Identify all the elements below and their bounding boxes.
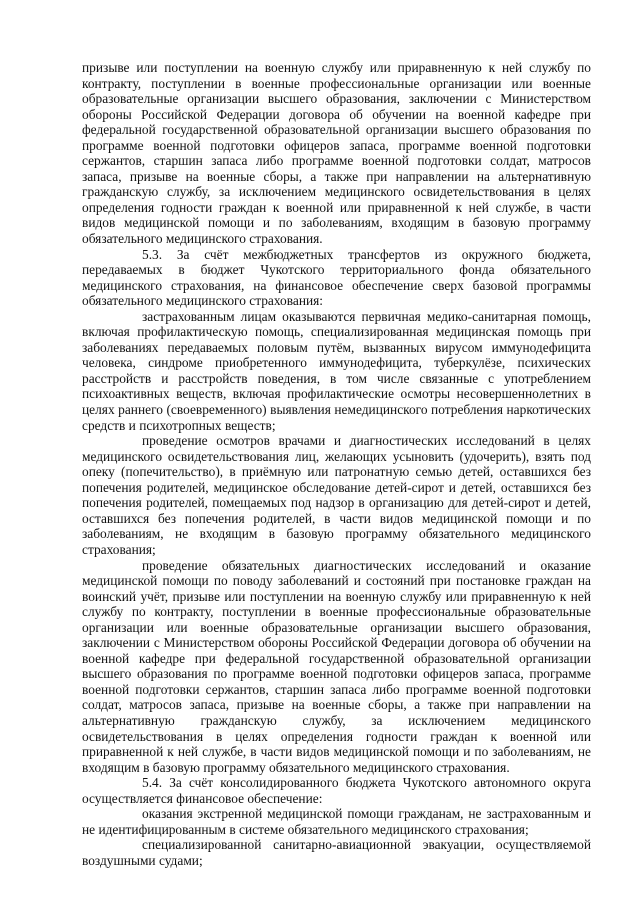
paragraph-air-evacuation: специализированной санитарно-авиационной эвакуации, осуществляемой воздушными судами; <box>82 837 591 868</box>
paragraph-military-diagnostics: проведение обязательных диагностических исследований и оказание медицинской помощи по поводу заболеваний и состояний при постановке граждан на воинский учёт, призыве или поступлении на военную службу или приравненную к ней службу по контракту, поступлении в военные профессиональные образовательные организации или военные образовательные организации высшего образования, заключении с Министерством обороны Российской Федерации договора об обучении на военной кафедре при федеральной государственной образовательной организации высшего образования по программе военной подготовки офицеров запаса, программе военной подготовки сержантов, старшин запаса либо программе военной подготовки солдат, матросов запаса, призыве на военные сборы, а также при направлении на альтернативную гражданскую службу, за исключением медицинского освидетельствования в целях определения годности граждан к военной или приравненной к ней службе, в части видов медицинской помощи и по заболеваниям, не входящим в базовую программу обязательного медицинского страхования. <box>82 557 591 775</box>
paragraph-continuation: призыве или поступлении на военную службу или приравненную к ней службу по контракту, поступлении в военные профессиональные организации или военные образовательные организации высшего образования, заключении с Министерством обороны Российской Федерации договора об обучении на военной кафедре при федеральной государственной образовательной организации высшего образования по программе военной подготовки офицеров запаса, программе военной подготовки сержантов, старшин запаса либо программе военной подготовки солдат, матросов запаса, призыве на военные сборы, а также при направлении на альтернативную гражданскую службу, за исключением медицинского освидетельствования в целях определения годности граждан к военной или приравненной к ней службе, в части видов медицинской помощи и по заболеваниям, входящим в базовую программу обязательного медицинского страхования. <box>82 60 591 247</box>
paragraph-examinations: проведение осмотров врачами и диагностических исследований в целях медицинского освидетельствования лиц, желающих усыновить (удочерить), взять под опеку (попечительство), в приёмную или патронатную семью детей, оставшихся без попечения родителей, медицинское обследование детей-сирот и детей, оставшихся без попечения родителей, помещаемых под надзор в организацию для детей-сирот и детей, оставшихся без попечения родителей, в части видов медицинской помощи и по заболеваниям, не входящим в базовую программу обязательного медицинского страхования; <box>82 433 591 557</box>
paragraph-insured-persons: застрахованным лицам оказываются первичная медико-санитарная помощь, включая профилактическую помощь, специализированная медицинская помощь при заболеваниях передаваемых половым путём, вызванных вирусом иммунодефицита человека, синдроме приобретенного иммунодефицита, туберкулёзе, психических расстройств и расстройств поведения, в том числе связанные с употреблением психоактивных веществ, включая профилактические осмотры несовершеннолетних в целях раннего (своевременного) выявления немедицинского потребления наркотических средств и психотропных веществ; <box>82 308 591 433</box>
paragraph-emergency-care: оказания экстренной медицинской помощи гражданам, не застрахованным и не идентифицированным в системе обязательного медицинского страхования; <box>82 806 591 837</box>
paragraph-5-4: 5.4. За счёт консолидированного бюджета Чукотского автономного округа осуществляется финансовое обеспечение: <box>82 775 591 806</box>
paragraph-5-3: 5.3. За счёт межбюджетных трансфертов из окружного бюджета, передаваемых в бюджет Чукотского территориального фонда обязательного медицинского страхования, на финансовое обеспечение сверх базовой программы обязательного медицинского страхования: <box>82 246 591 309</box>
